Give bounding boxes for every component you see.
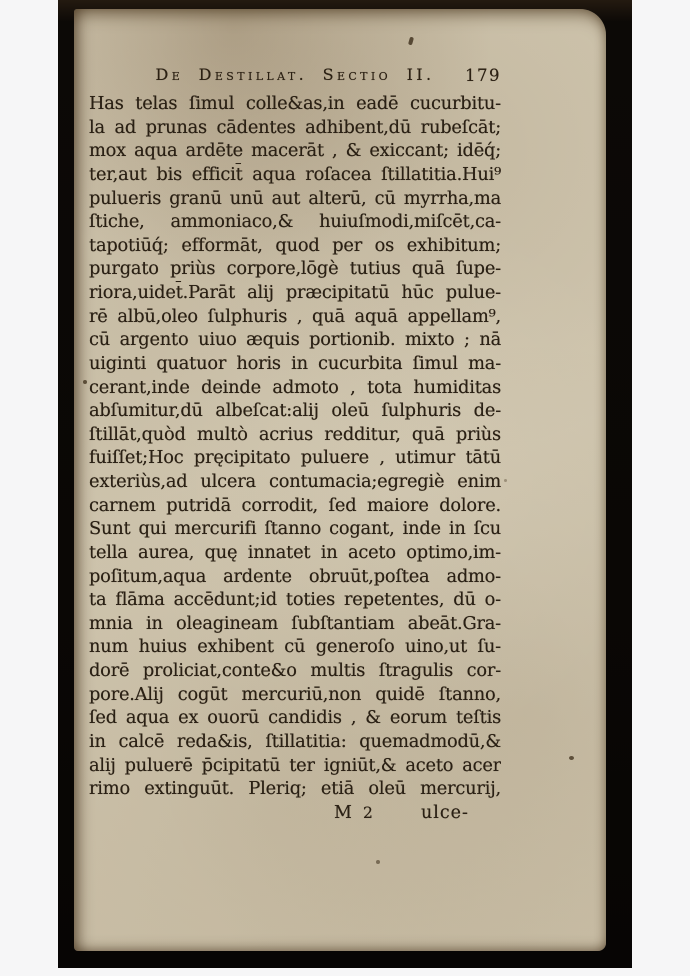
text-line: cū argento uiuo æquis portionib. mixto ; nā <box>89 329 501 351</box>
text-line: uiginti quatuor horis in cucurbita ſimul ma- <box>89 352 501 374</box>
text-line: purgato priùs corpore,lōgè tutius quā ſupe- <box>89 258 501 280</box>
signature-line <box>89 801 501 825</box>
text-line: poſitum,aqua ardente obruūt,poſtea admo- <box>89 565 501 587</box>
text-line: Has telas ſimul colle&as,in eadē cucurbitu- <box>89 93 501 114</box>
text-line: ſed aqua ex ouorū candidis , & eorum teſtis <box>89 707 501 729</box>
ink-speck <box>408 37 414 46</box>
ink-speck <box>83 380 87 384</box>
text-block <box>89 92 501 825</box>
text-line: carnem putridā corrodit, ſed maiore dolore. <box>89 494 501 516</box>
header-title: De Destillat. Sectio II. <box>155 65 435 84</box>
text-line: exteriùs,ad ulcera contumacia;egregiè enim <box>89 471 501 492</box>
text-line: alij puluerē p̄cipitatū ter igniūt,& aceto acer <box>89 754 501 776</box>
text-line: ter,aut bis efficit̄ aqua roſacea ſtillatitia.Hui⁹ <box>89 163 501 185</box>
text-line: riora,uidet̄.Parāt alij præcipitatū hūc pulue- <box>89 282 501 303</box>
text-line: Sunt qui mercurifi ſtanno cogant, inde in ſcu <box>89 518 501 540</box>
ink-speck <box>504 479 507 482</box>
ink-speck <box>376 860 380 864</box>
text-line: tella aurea, quę innatet in aceto optimo,im- <box>89 541 501 563</box>
text-line: cerant,inde deinde admoto , tota humiditas <box>89 376 501 398</box>
text-line: ſtillāt,quòd multò acrius redditur, quā priùs <box>89 423 501 445</box>
page-number: 179 <box>465 66 501 85</box>
text-line: abſumitur,dū albeſcat:alij oleū ſulphuris de- <box>89 400 501 422</box>
book-page <box>74 9 606 951</box>
text-line: rē albū,oleo ſulphuris , quā aquā appellam⁹, <box>89 305 501 327</box>
text-line: dorē proliciat,conte&o multis ſtragulis cor- <box>89 660 501 681</box>
text-line: pore.Alij cogūt mercuriū,non quidē ſtanno, <box>89 683 501 705</box>
text-line: mox aqua ardēte macerāt , & exiccant; idēq́; <box>89 140 501 162</box>
text-line: la ad prunas cādentes adhibent,dū rubeſcāt; <box>89 116 501 138</box>
text-line: rimo extinguūt. Pleriq; etiā oleū mercurij, <box>89 778 501 800</box>
text-line: mnia in oleagineam ſubſtantiam abeāt.Gra- <box>89 612 501 634</box>
ink-speck <box>569 756 574 760</box>
text-line: num huius exhibent cū generoſo uino,ut ſu- <box>89 636 501 658</box>
text-line: ta flāma accēdunt;id toties repetentes, dū o- <box>89 589 501 611</box>
photo-frame <box>58 0 632 968</box>
text-line: tapotiūq́; efformāt, quod per os exhibitum; <box>89 234 501 256</box>
signature-number: 2 <box>363 803 373 822</box>
text-line: ſtiche, ammoniaco,& huiuſmodi,miſcēt,ca- <box>89 211 501 233</box>
text-line: fuiſſet;Hoc pręcipitato puluere , utimur tātū <box>89 447 501 469</box>
text-line: in calcē reda&is, ſtillatitia: quemadmodū,& <box>89 730 501 752</box>
catchword: ulce- <box>421 802 469 823</box>
text-line: pulueris granū unū aut alterū, cū myrrha,ma <box>89 187 501 209</box>
running-header <box>89 65 501 87</box>
signature-mark: M <box>334 802 352 823</box>
